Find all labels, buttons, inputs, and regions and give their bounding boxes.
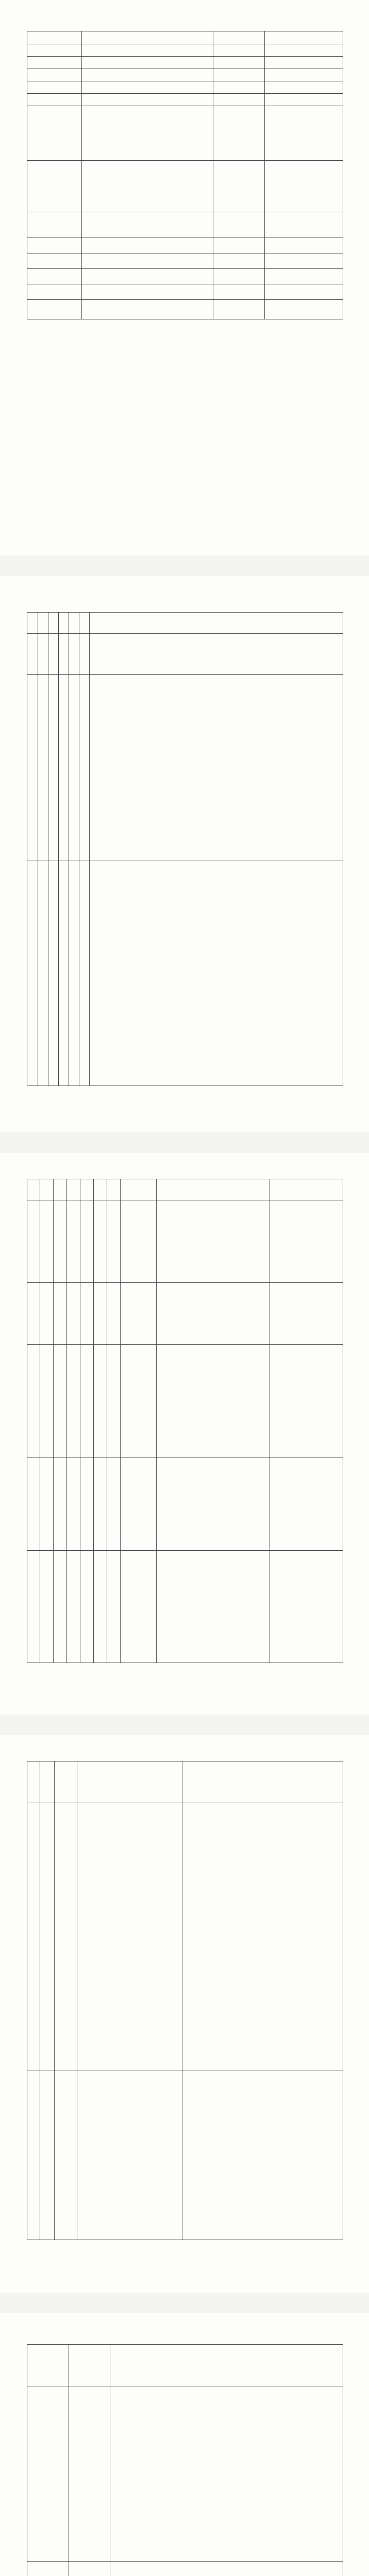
page-3	[0, 1153, 369, 1715]
table-activities	[27, 612, 343, 1086]
page-5	[0, 2313, 369, 2576]
table-activities-continued	[27, 1761, 343, 2240]
table-registration	[27, 31, 343, 319]
table-fundraising	[27, 2344, 343, 2576]
page-1	[0, 0, 369, 555]
page-4	[0, 1735, 369, 2293]
page-2	[0, 576, 369, 1132]
table-activities-continued	[27, 1179, 343, 1663]
